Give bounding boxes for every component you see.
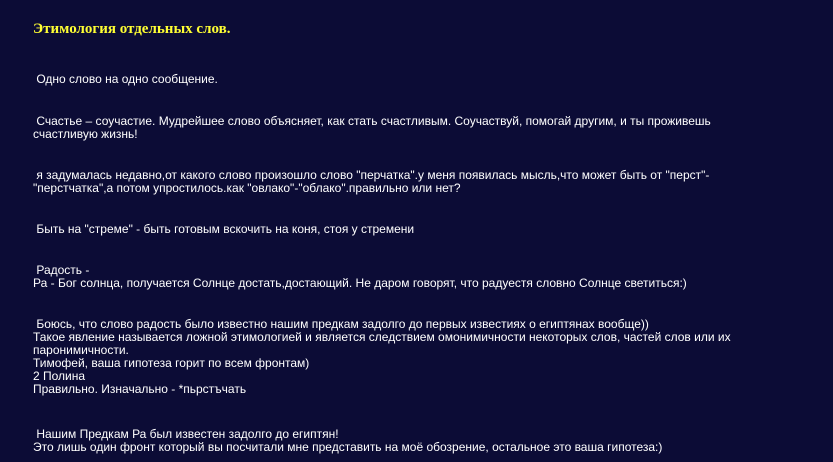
post [33,318,731,396]
post-text-line: Боюсь, что слово радость было известно нашим предкам задолго до первых известиях о египтянах вообще)) [33,317,649,331]
post-text-line: Радость - [33,263,90,277]
post-text-line: Ра - Бог солнца, получается Солнце достать,достающий. Не даром говорят, что радуестя словно Солнце светиться:) [33,276,687,290]
post-text-line: Это лишь один фронт который вы посчитали мне представить на моё обозрение, остальное это ваша гипотеза:) [33,440,663,454]
post-text-line: Нашим Предкам Ра был известен задолго до египтян! [33,427,339,441]
post [33,428,662,454]
post-text-line: я задумалась недавно,от какого слово произошло слово "перчатка".у меня появилась мысль,что может быть от "перст"- [33,168,710,182]
post [33,115,711,141]
post-text-line: "перстчатка",а потом упростилось.как "овлако"-"облако".правильно или нет? [33,181,461,195]
post [33,73,218,86]
post-text-line: Тимофей, ваша гипотеза горит по всем фронтам) [33,356,310,370]
post-text-line: Такое явление называется ложной этимологией и является следствием омонимичности некоторых слов, частей слов или их [33,330,731,344]
post-text-line: 2 Полина [33,369,86,383]
post-text-line: счастливую жизнь! [33,127,138,141]
post-text-line: Быть на "стреме" - быть готовым вскочить на коня, стоя у стремени [33,222,415,236]
post [33,223,414,236]
post-text-line: Счастье – соучастие. Мудрейшее слово объясняет, как стать счастливым. Соучаствуй, помогай другим, и ты проживешь [33,114,711,128]
post-text-line: Одно слово на одно сообщение. [33,72,218,86]
post-text-line: Правильно. Изначально - *пьрстъчать [33,382,247,396]
page-title: Этимология отдельных слов. [33,21,231,37]
post-text-line: паронимичности. [33,343,129,357]
post [33,264,687,290]
post [33,169,709,195]
